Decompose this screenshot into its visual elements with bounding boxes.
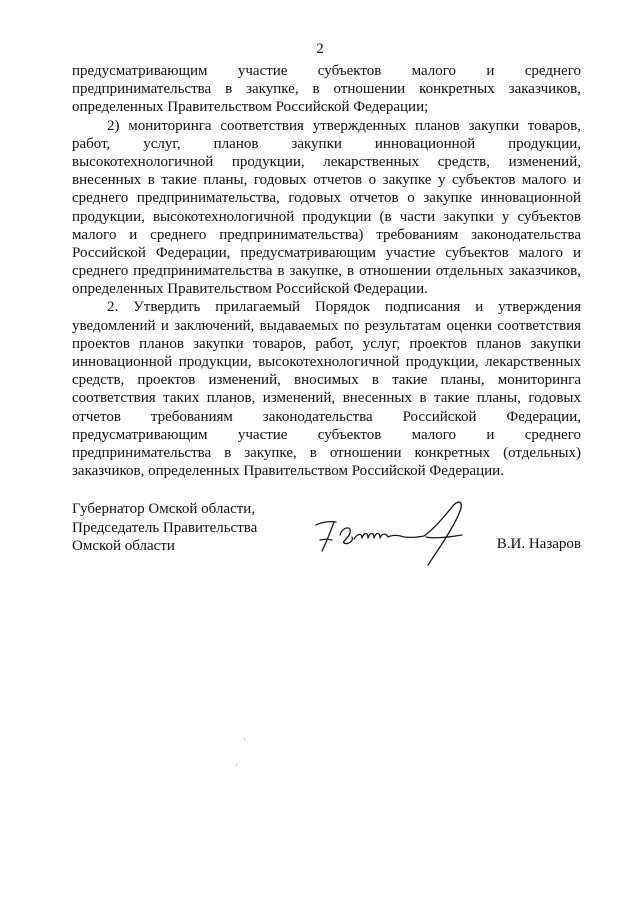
text-line: заказчиков, определенных Правительством Российской Федерации. bbox=[72, 463, 504, 480]
scan-speck bbox=[244, 738, 245, 740]
text-line: работ, услуг, планов закупки инновационной продукции, bbox=[72, 135, 581, 152]
page-number: 2 bbox=[316, 41, 324, 57]
text-line: средств, проектов изменений, вносимых в такие планы, мониторинга bbox=[72, 372, 581, 389]
document-body bbox=[72, 62, 581, 480]
signatory-name: В.И. Назаров bbox=[496, 536, 581, 552]
signatory-title-line: Председатель Правительства bbox=[72, 519, 258, 536]
scan-speck bbox=[236, 764, 237, 766]
text-line: определенных Правительством Российской Федерации. bbox=[72, 281, 428, 298]
text-line: среднего предпринимательства в закупке, в отношении отдельных заказчиков, bbox=[72, 263, 581, 280]
text-line: уведомлений и заключений, выдаваемых по результатам оценки соответствия bbox=[72, 317, 581, 334]
text-line: внесенных в такие планы, годовых отчетов о закупке у субъектов малого и bbox=[72, 172, 581, 189]
signatory-title-line: Омской области bbox=[72, 538, 175, 554]
handwritten-signature bbox=[312, 495, 492, 575]
text-line: предпринимательства в закупке, в отношении конкретных (отдельных) bbox=[72, 444, 581, 461]
text-line: 2) мониторинга соответствия утвержденных планов закупки товаров, bbox=[107, 117, 581, 134]
text-line: среднего предпринимательства, годовых отчетов о закупке инновационной bbox=[72, 190, 581, 207]
text-line: проектов планов закупки товаров, работ, услуг, проектов планов закупки bbox=[72, 335, 581, 352]
text-line: отчетов требованиям законодательства Российской Федерации, bbox=[72, 408, 581, 425]
text-line: соответствия таких планов, изменений, внесенных в такие планы, годовых bbox=[72, 390, 581, 407]
text-line: предусматривающим участие субъектов малого и среднего bbox=[72, 426, 581, 443]
text-line: высокотехнологичной продукции, лекарственных средств, изменений, bbox=[72, 153, 581, 170]
signatory-title-line: Губернатор Омской области, bbox=[72, 501, 256, 517]
text-line: продукции, высокотехнологичной продукции (в части закупки у субъектов bbox=[72, 208, 581, 225]
text-line: определенных Правительством Российской Федерации; bbox=[72, 99, 429, 116]
text-line: предпринимательства в закупке, в отношении конкретных заказчиков, bbox=[72, 81, 581, 98]
signature-block bbox=[72, 500, 592, 580]
text-line: малого и среднего предпринимательства) требованиям законодательства bbox=[72, 226, 581, 243]
text-line: 2. Утвердить прилагаемый Порядок подписания и утверждения bbox=[107, 299, 581, 316]
text-line: предусматривающим участие субъектов малого и среднего bbox=[72, 63, 581, 79]
text-line: Российской Федерации, предусматривающим участие субъектов малого и bbox=[72, 244, 581, 261]
text-line: инновационной продукции, высокотехнологичной продукции, лекарственных bbox=[72, 354, 581, 370]
